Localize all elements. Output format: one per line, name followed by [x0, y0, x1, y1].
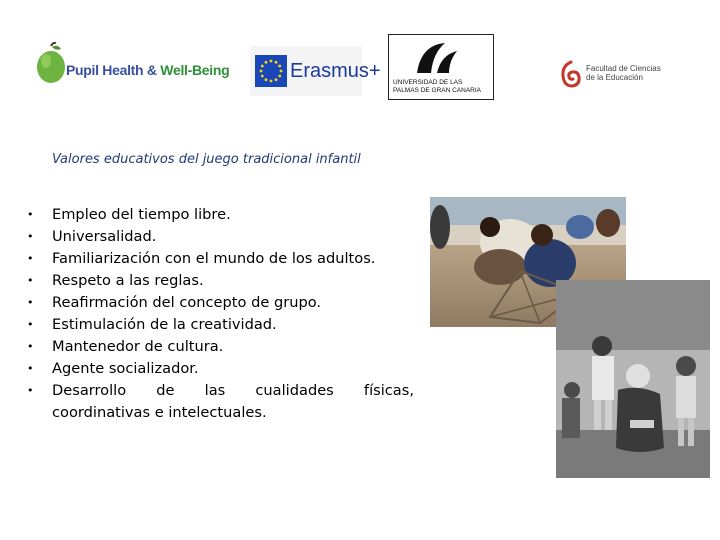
erasmus-text: Erasmus+ — [290, 60, 381, 82]
bullet-icon: • — [27, 362, 34, 375]
apple-icon — [34, 42, 68, 86]
bullet-icon: • — [27, 318, 34, 331]
bullet-icon: • — [27, 296, 34, 309]
erasmus-logo — [250, 46, 381, 96]
bullet-icon: • — [27, 230, 34, 243]
fce-logo — [560, 58, 670, 92]
ulpgc-mark-icon — [411, 39, 471, 79]
list-item: • Reafirmación del concepto de grupo. — [24, 292, 414, 314]
list-item: • Universalidad. — [24, 226, 414, 248]
list-item: • Estimulación de la creatividad. — [24, 314, 414, 336]
pupil-health-brand: Pupil Health & Well-Being — [66, 62, 230, 78]
pupil-health-logo — [30, 40, 230, 90]
bullet-list — [24, 204, 414, 424]
list-item: • Desarrollo de las cualidades físicas, coordinativas e intelectuales. — [27, 382, 414, 421]
list-item: • Respeto a las reglas. — [24, 270, 414, 292]
bullet-icon: • — [27, 274, 34, 287]
slide-title: Valores educativos del juego tradicional infantil — [52, 152, 361, 167]
eu-flag-icon — [255, 55, 287, 87]
elder-children-photo — [556, 280, 710, 478]
bullet-icon: • — [27, 252, 34, 265]
list-item: • Mantenedor de cultura. — [24, 336, 414, 358]
bullet-icon: • — [27, 384, 34, 397]
ulpgc-logo — [388, 34, 494, 100]
fce-text: Facultad de Ciencias de la Educación — [586, 64, 661, 82]
fce-swirl-icon — [560, 60, 582, 88]
list-item: • Familiarización con el mundo de los adultos. — [24, 248, 414, 270]
ulpgc-text: UNIVERSIDAD DE LAS PALMAS DE GRAN CANARIA — [393, 79, 482, 94]
list-item: • Agente socializador. — [24, 358, 414, 380]
list-item: • Empleo del tiempo libre. — [24, 204, 414, 226]
bullet-icon: • — [27, 208, 34, 221]
bullet-icon: • — [27, 340, 34, 353]
